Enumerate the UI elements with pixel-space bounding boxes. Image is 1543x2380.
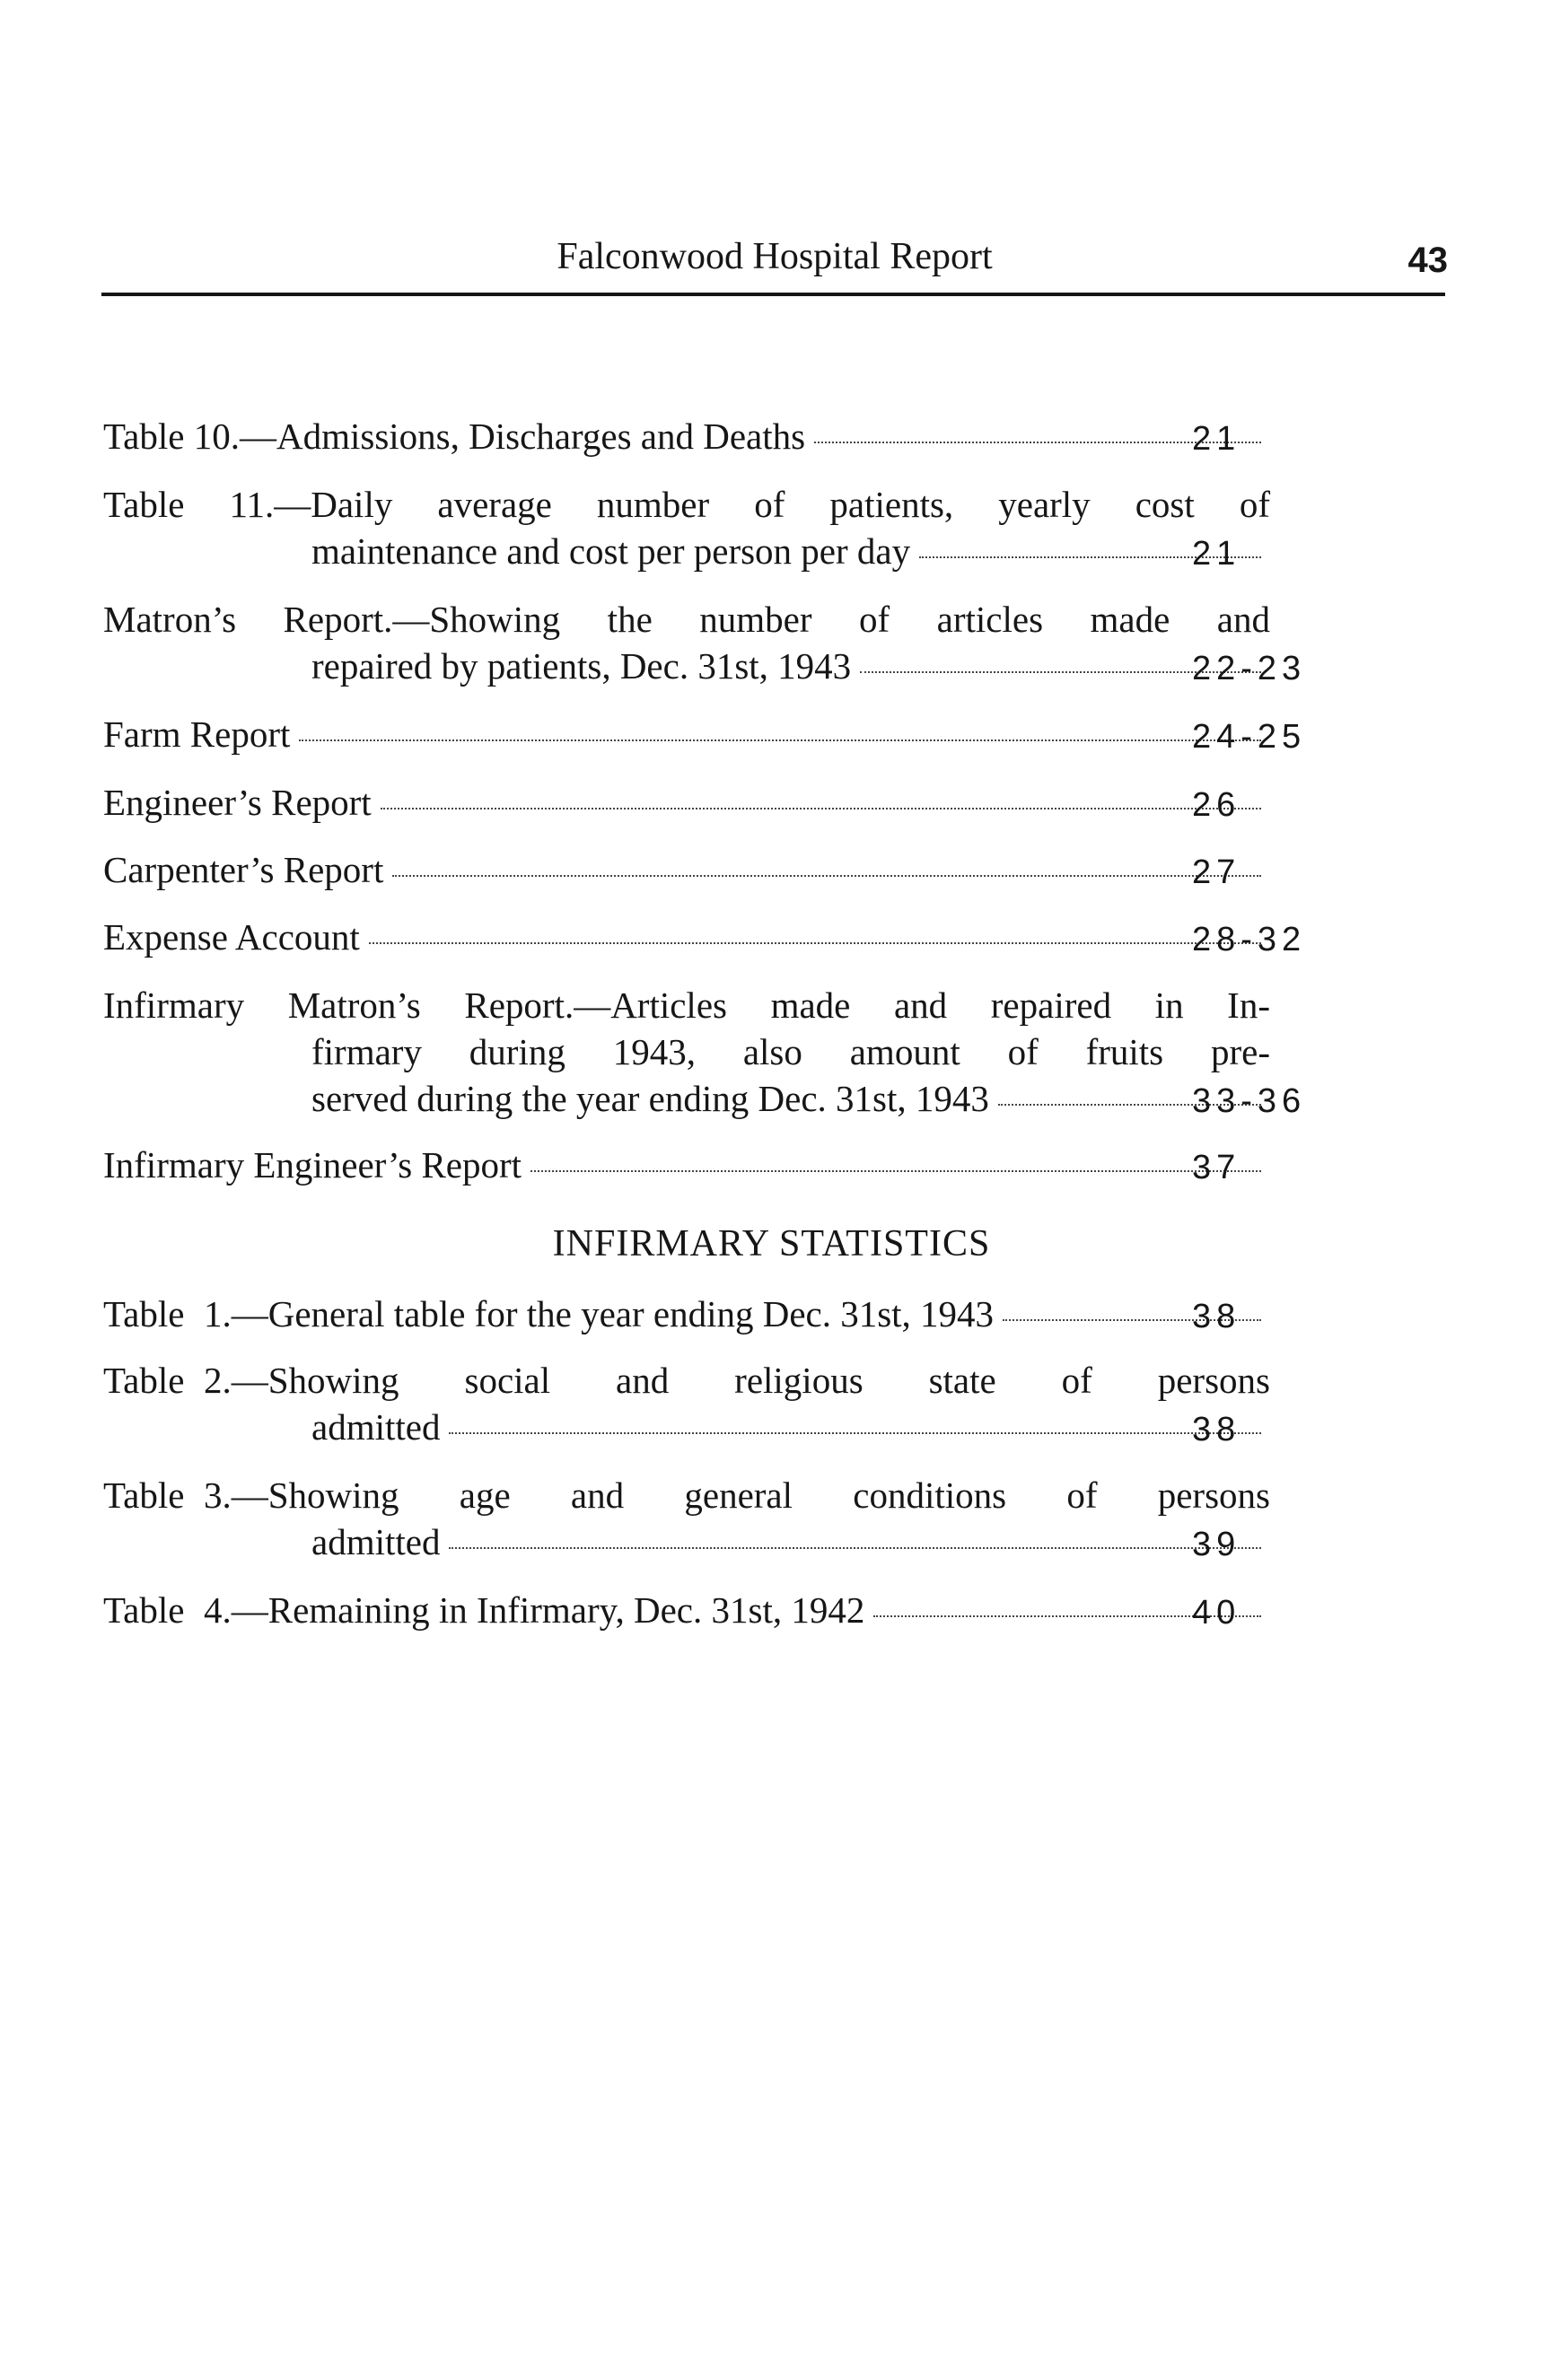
toc-page-ref: 37 [1192, 1149, 1241, 1186]
toc-page-ref: 21 [1192, 420, 1241, 458]
dot-leader [392, 875, 1261, 877]
toc-entry-text: Matron’s Report.—Showing the number of articles made and [103, 599, 1270, 640]
toc-entry-text: firmary during 1943, also amount of fruits pre- [311, 1031, 1270, 1072]
dot-leader [381, 808, 1261, 809]
toc-entry-text: admitted [311, 1406, 441, 1448]
toc-entry-stat-table-2 [103, 1357, 1270, 1450]
table-label: Table [103, 1360, 185, 1401]
dot-leader [449, 1432, 1261, 1434]
table-label: Table [103, 1589, 185, 1631]
toc-entry-text: admitted [311, 1521, 441, 1562]
dot-leader [369, 942, 1261, 944]
toc-entry-farm-report [103, 711, 1270, 757]
toc-page-ref: 38 [1192, 1411, 1241, 1448]
toc-entry-table-10 [103, 413, 1270, 459]
page-number: 43 [1407, 241, 1448, 280]
table-label: Table [103, 1474, 185, 1516]
toc-page-ref: 28-32 [1192, 921, 1307, 958]
toc-entry-text: Infirmary Matron’s Report.—Articles made and repaired in In- [103, 984, 1270, 1026]
toc-page-ref: 33-36 [1192, 1082, 1307, 1120]
toc-entry-text: Carpenter’s Report [103, 849, 384, 890]
toc-entry-text: Table 11.—Daily average number of patients, yearly cost of [103, 484, 1270, 525]
toc-entry-infirmary-engineers-report [103, 1142, 1270, 1188]
dot-leader [299, 739, 1261, 741]
toc-entry-text: 4.—Remaining in Infirmary, Dec. 31st, 1942 [204, 1589, 865, 1631]
toc-page-ref: 24-25 [1192, 718, 1307, 756]
toc-page-ref: 22-23 [1192, 650, 1307, 687]
toc-entry-text: 2.—Showing social and religious state of persons [204, 1360, 1270, 1401]
toc-page-ref: 39 [1192, 1526, 1241, 1563]
toc-entry-text: Infirmary Engineer’s Report [103, 1144, 522, 1186]
toc-entry-text: maintenance and cost per person per day [311, 530, 911, 572]
header-rule [101, 293, 1445, 296]
toc-entry-stat-table-4 [103, 1587, 1270, 1633]
toc-entry-matrons-report [103, 596, 1270, 689]
section-heading: INFIRMARY STATISTICS [552, 1223, 991, 1264]
toc-entry-text: Engineer’s Report [103, 782, 372, 823]
toc-entry-text: Expense Account [103, 916, 360, 958]
toc-entry-engineers-report [103, 779, 1270, 826]
toc-entry-expense-account [103, 914, 1270, 960]
toc-page-ref: 40 [1192, 1594, 1241, 1632]
toc-entry-infirmary-matrons-report [103, 982, 1270, 1122]
toc-entry-text: served during the year ending Dec. 31st, 1943 [311, 1078, 989, 1119]
dot-leader [449, 1547, 1261, 1549]
toc-entry-text: repaired by patients, Dec. 31st, 1943 [311, 645, 852, 687]
dot-leader [530, 1170, 1261, 1172]
toc-page-ref: 27 [1192, 853, 1241, 891]
running-title: Falconwood Hospital Report [557, 236, 993, 277]
toc-entry-stat-table-3 [103, 1472, 1270, 1565]
toc-entry-text: Table 10.—Admissions, Discharges and Deaths [103, 416, 806, 457]
toc-entry-table-11 [103, 481, 1270, 574]
table-label: Table [103, 1293, 185, 1334]
toc-entry-carpenters-report [103, 846, 1270, 893]
toc-page-ref: 38 [1192, 1298, 1241, 1335]
toc-entry-text: 3.—Showing age and general conditions of persons [204, 1474, 1270, 1516]
page-header [101, 235, 1448, 298]
toc-entry-text: 1.—General table for the year ending Dec. 31st, 1943 [204, 1293, 995, 1334]
toc-entry-text: Farm Report [103, 713, 291, 755]
toc-page-ref: 26 [1192, 786, 1241, 824]
toc-entry-stat-table-1 [103, 1291, 1270, 1337]
toc-page-ref: 21 [1192, 535, 1241, 573]
